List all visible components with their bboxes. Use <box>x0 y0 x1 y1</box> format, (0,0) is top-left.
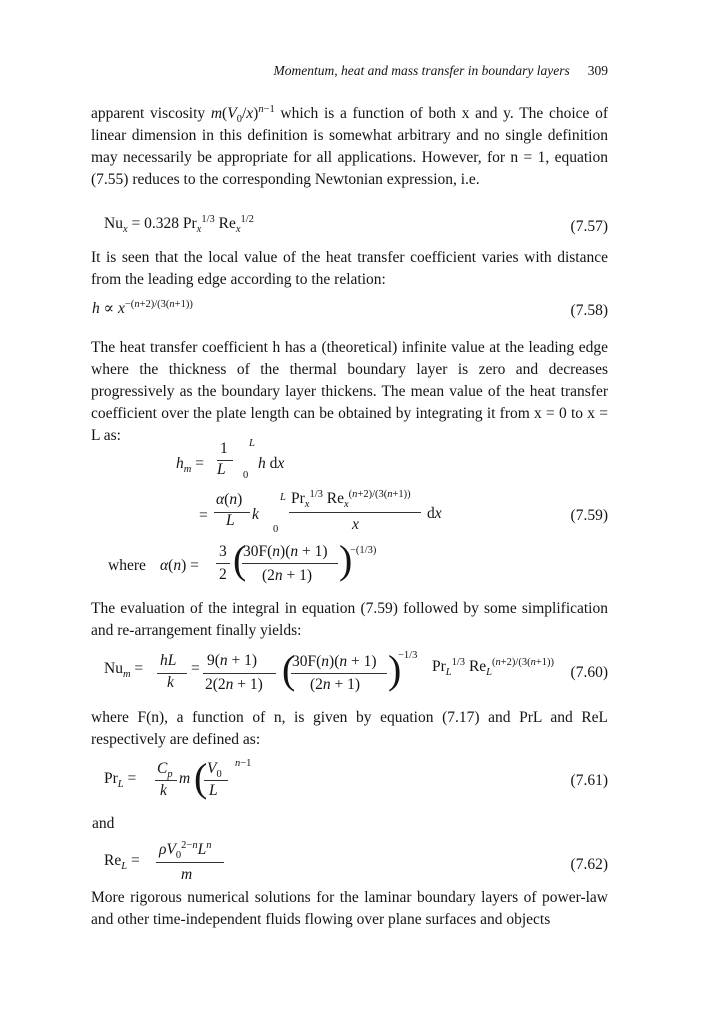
paragraph-evaluation: The evaluation of the integral in equation (7.59) followed by some simplification and re-arrangement finally yields: <box>91 600 608 639</box>
equation-label: (7.57) <box>570 218 608 235</box>
equation-label: (7.62) <box>570 856 608 873</box>
paragraph-definitions: where F(n), a function of n, is given by equation (7.17) and PrL and ReL respectively are defined as: <box>91 709 608 748</box>
running-title: Momentum, heat and mass transfer in boundary layers <box>273 63 570 78</box>
inline-math-apparent-viscosity: $m(V_0/x)^{n-1}$ <box>210 103 275 126</box>
paragraph-apparent-viscosity: apparent viscosity $m(V_0/x)^{n-1}$ which is a function of both x and y. The choice of linear dimension in this definition is somewhat arbitrary and no single definition may necessarily be appropriate for all applications. However, for n = 1, equation (7.55) reduces to the corresponding Newtonian expression, i.e. <box>91 103 609 188</box>
paragraph-local-heat-transfer: It is seen that the local value of the heat transfer coefficient varies with distance from the leading edge according to the relation: <box>91 249 608 288</box>
equation-label: (7.61) <box>570 772 608 789</box>
page-number: 309 <box>587 63 608 78</box>
running-header <box>0 63 608 79</box>
equation-label: (7.60) <box>570 664 608 681</box>
connector-and: and <box>92 815 115 832</box>
equation-label: (7.58) <box>570 302 608 319</box>
equation-label: (7.59) <box>570 507 608 524</box>
paragraph-mean-heat-transfer: The heat transfer coefficient h has a (theoretical) infinite value at the leading edge where the thickness of the thermal boundary layer is zero and decreases progressively as the boundary layer thickens. The mean value of the heat transfer coefficient over the plate length can be obtained by integrating it from x = 0 to x = L as: <box>91 339 608 444</box>
where-label: where <box>108 557 146 574</box>
paragraph-numerical-solutions: More rigorous numerical solutions for the laminar boundary layers of power-law and other time-independent fluids flowing over plane surfaces and objects <box>91 889 608 928</box>
